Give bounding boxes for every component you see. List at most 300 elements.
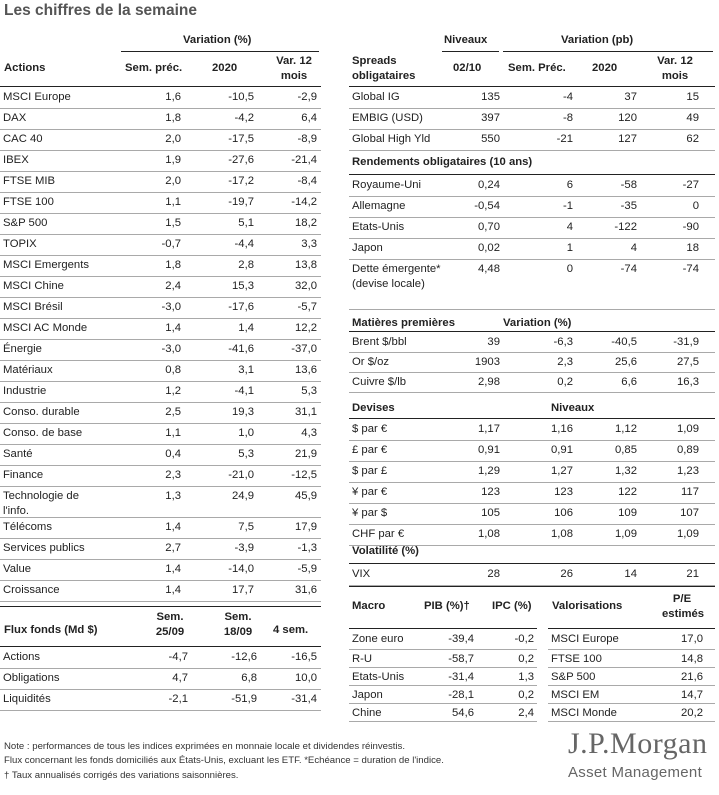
cell-value: 2,8 xyxy=(238,259,254,271)
row-label: Etats-Unis xyxy=(352,221,405,233)
cell-value: 25,6 xyxy=(615,356,637,368)
cell-value: 105 xyxy=(481,507,500,519)
table-row xyxy=(0,172,321,193)
table-row xyxy=(349,686,537,704)
cell-value: 17,9 xyxy=(295,521,317,533)
cell-value: -31,4 xyxy=(291,693,317,705)
cell-value: -27,6 xyxy=(228,154,254,166)
table-row xyxy=(0,648,321,669)
cell-value: -21 xyxy=(556,133,573,145)
cell-value: -17,5 xyxy=(228,133,254,145)
table-row xyxy=(0,109,321,130)
row-label: MSCI EM xyxy=(551,689,600,701)
cell-value: 1,4 xyxy=(165,322,181,334)
table-row xyxy=(0,151,321,172)
cell-value: 27,5 xyxy=(677,356,699,368)
table-row xyxy=(0,669,321,690)
row-label: Global IG xyxy=(352,91,400,103)
row-label: Etats-Unis xyxy=(352,671,405,683)
cell-value: 123 xyxy=(554,486,573,498)
cell-value: 2,0 xyxy=(165,175,181,187)
spreads-col-12m: Var. 12 mois xyxy=(657,55,693,82)
table-row xyxy=(0,487,321,518)
cell-value: -3,0 xyxy=(161,343,181,355)
cell-value: 1,08 xyxy=(551,528,573,540)
cell-value: 1,5 xyxy=(165,217,181,229)
table-row xyxy=(548,686,715,704)
cell-value: 2,98 xyxy=(478,376,500,388)
cell-value: 0 xyxy=(566,263,573,275)
footnote-line: Flux concernant les fonds domiciliés aux États-Unis, excluant les ETF. *Echéance = duration de l'indice. xyxy=(4,755,444,767)
cell-value: -0,54 xyxy=(474,200,500,212)
cell-value: 0,4 xyxy=(165,448,181,460)
table-row xyxy=(0,361,321,382)
table-row xyxy=(349,525,715,546)
actions-col-sem: Sem. préc. xyxy=(125,62,183,74)
row-label: Japon xyxy=(352,689,383,701)
cell-value: -14,0 xyxy=(228,563,254,575)
row-label: Japon xyxy=(352,242,383,254)
cell-value: -12,6 xyxy=(231,651,257,663)
table-row xyxy=(349,504,715,525)
cell-value: 7,5 xyxy=(238,521,254,533)
row-label: Télécoms xyxy=(3,521,52,533)
cell-value: 19,3 xyxy=(232,406,254,418)
table-row xyxy=(548,630,715,650)
cell-value: 1,8 xyxy=(165,112,181,124)
cell-value: 1,3 xyxy=(165,490,181,502)
cell-value: 16,3 xyxy=(677,376,699,388)
cell-value: -21,4 xyxy=(291,154,317,166)
cell-value: 135 xyxy=(481,91,500,103)
cell-value: 26 xyxy=(560,568,573,580)
row-label: Conso. durable xyxy=(3,406,80,418)
actions-variation-header: Variation (%) xyxy=(183,34,252,46)
row-label: VIX xyxy=(352,568,371,580)
cell-value: -16,5 xyxy=(291,651,317,663)
cell-value: 1,4 xyxy=(165,563,181,575)
table-row xyxy=(548,668,715,686)
row-label: MSCI Europe xyxy=(551,633,619,645)
cell-value: 0,2 xyxy=(518,653,534,665)
cell-value: -41,6 xyxy=(228,343,254,355)
row-label: Énergie xyxy=(3,343,42,355)
table-row xyxy=(349,353,715,373)
flux-col-3: 4 sem. xyxy=(273,624,309,636)
cell-value: -4,7 xyxy=(168,651,188,663)
cell-value: -0,2 xyxy=(514,633,534,645)
actions-header-rule xyxy=(0,86,321,87)
actions-section-label: Actions xyxy=(4,62,46,74)
cell-value: -21,0 xyxy=(228,469,254,481)
cell-value: 14,7 xyxy=(681,689,703,701)
table-row xyxy=(349,109,715,130)
cell-value: 3,3 xyxy=(301,238,317,250)
matieres-rule xyxy=(349,331,715,332)
valorisations-header-rule xyxy=(548,628,715,629)
cell-value: -31,4 xyxy=(448,671,474,683)
valorisations-section-label: Valorisations xyxy=(552,600,623,612)
cell-value: 15 xyxy=(686,91,699,103)
table-row xyxy=(0,214,321,235)
cell-value: 1,09 xyxy=(677,528,699,540)
cell-value: 2,0 xyxy=(165,133,181,145)
table-row xyxy=(0,130,321,151)
table-row xyxy=(0,581,321,602)
macro-top-rule xyxy=(349,586,715,587)
cell-value: -74 xyxy=(620,263,637,275)
spreads-col-date: 02/10 xyxy=(453,62,482,74)
spreads-variation-header: Variation (pb) xyxy=(561,34,634,46)
cell-value: 18,2 xyxy=(295,217,317,229)
cell-value: -6,3 xyxy=(553,336,573,348)
matieres-section-label: Matières premières xyxy=(352,317,455,329)
cell-value: 49 xyxy=(686,112,699,124)
row-label: IBEX xyxy=(3,154,29,166)
table-row xyxy=(0,193,321,214)
actions-col-12m: Var. 12 mois xyxy=(276,55,312,82)
table-row xyxy=(0,466,321,487)
cell-value: 1,08 xyxy=(478,528,500,540)
spreads-section-label: Spreads obligataires xyxy=(352,55,416,82)
cell-value: 4 xyxy=(630,242,637,254)
cell-value: 1,17 xyxy=(478,423,500,435)
table-row xyxy=(548,650,715,668)
cell-value: 1,0 xyxy=(238,427,254,439)
cell-value: -14,2 xyxy=(291,196,317,208)
row-label: Or $/oz xyxy=(352,356,390,368)
row-label: CAC 40 xyxy=(3,133,43,145)
table-row xyxy=(0,298,321,319)
cell-value: 54,6 xyxy=(452,707,474,719)
page-title: Les chiffres de la semaine xyxy=(4,2,197,19)
table-row xyxy=(349,704,537,722)
cell-value: 15,3 xyxy=(232,280,254,292)
cell-value: 1,27 xyxy=(551,465,573,477)
row-label: Technologie de l'info. xyxy=(3,490,79,517)
cell-value: 4,7 xyxy=(172,672,188,684)
cell-value: -58 xyxy=(620,179,637,191)
flux-header-rule xyxy=(0,646,321,647)
row-label: Dette émergente* (devise locale) xyxy=(352,263,441,290)
table-row xyxy=(349,483,715,504)
row-label: Santé xyxy=(3,448,33,460)
cell-value: 1,4 xyxy=(165,584,181,596)
row-label: Conso. de base xyxy=(3,427,83,439)
cell-value: 28 xyxy=(487,568,500,580)
cell-value: -5,7 xyxy=(297,301,317,313)
cell-value: -35 xyxy=(620,200,637,212)
table-row xyxy=(349,565,715,586)
cell-value: 1,1 xyxy=(165,427,181,439)
cell-value: 106 xyxy=(554,507,573,519)
flux-top-rule xyxy=(0,606,321,607)
cell-value: 120 xyxy=(618,112,637,124)
cell-value: 13,6 xyxy=(295,364,317,376)
footnote-line: Note : performances de tous les indices exprimées en monnaie locale et dividendes réinvestis. xyxy=(4,741,406,752)
cell-value: 122 xyxy=(618,486,637,498)
table-row xyxy=(548,704,715,722)
cell-value: 1,2 xyxy=(165,385,181,397)
cell-value: 2,7 xyxy=(165,542,181,554)
cell-value: 6,4 xyxy=(301,112,317,124)
row-label: £ par € xyxy=(352,444,388,456)
table-row xyxy=(0,235,321,256)
variation-pb-underline xyxy=(503,51,713,52)
flux-col-1: Sem. 25/09 xyxy=(155,611,185,638)
cell-value: 2,3 xyxy=(557,356,573,368)
macro-header-rule xyxy=(349,628,537,629)
cell-value: 2,5 xyxy=(165,406,181,418)
cell-value: -90 xyxy=(682,221,699,233)
table-row xyxy=(349,441,715,462)
niveaux-underline xyxy=(442,51,499,52)
table-row xyxy=(349,630,537,650)
cell-value: 0,85 xyxy=(615,444,637,456)
cell-value: 109 xyxy=(618,507,637,519)
cell-value: -31,9 xyxy=(673,336,699,348)
row-label: Global High Yld xyxy=(352,133,431,145)
row-label: Matériaux xyxy=(3,364,53,376)
row-label: Obligations xyxy=(3,672,60,684)
spreads-niveaux-header: Niveaux xyxy=(444,34,488,46)
cell-value: 21,9 xyxy=(295,448,317,460)
cell-value: -4,1 xyxy=(234,385,254,397)
cell-value: 1,4 xyxy=(165,521,181,533)
cell-value: -8,4 xyxy=(297,175,317,187)
cell-value: -40,5 xyxy=(611,336,637,348)
row-label: $ par € xyxy=(352,423,388,435)
cell-value: -5,9 xyxy=(297,563,317,575)
cell-value: 1903 xyxy=(474,356,500,368)
footnote-line: † Taux annualisés corrigés des variations saisonnières. xyxy=(4,769,239,781)
table-row xyxy=(349,239,715,260)
cell-value: 18 xyxy=(686,242,699,254)
table-row xyxy=(0,319,321,340)
cell-value: -10,5 xyxy=(228,91,254,103)
row-label: Services publics xyxy=(3,542,85,554)
row-label: ¥ par $ xyxy=(352,507,388,519)
cell-value: 1,1 xyxy=(165,196,181,208)
table-row xyxy=(349,462,715,483)
cell-value: -8 xyxy=(562,112,573,124)
table-row xyxy=(349,88,715,109)
cell-value: 397 xyxy=(481,112,500,124)
row-label: MSCI Brésil xyxy=(3,301,63,313)
cell-value: 1,12 xyxy=(615,423,637,435)
cell-value: -2,9 xyxy=(297,91,317,103)
cell-value: -122 xyxy=(614,221,637,233)
devises-section-label: Devises xyxy=(352,402,395,414)
cell-value: 32,0 xyxy=(295,280,317,292)
cell-value: -17,2 xyxy=(228,175,254,187)
cell-value: 13,8 xyxy=(295,259,317,271)
table-row xyxy=(349,130,715,151)
devises-rule xyxy=(349,418,715,419)
row-label: Royaume-Uni xyxy=(352,179,422,191)
row-label: Allemagne xyxy=(352,200,406,212)
cell-value: 1,16 xyxy=(551,423,573,435)
row-label: EMBIG (USD) xyxy=(352,112,423,124)
row-label: MSCI Chine xyxy=(3,280,64,292)
cell-value: 3,1 xyxy=(238,364,254,376)
table-row xyxy=(0,403,321,424)
cell-value: 4,3 xyxy=(301,427,317,439)
volatilite-rule xyxy=(349,563,715,564)
cell-value: 0,91 xyxy=(478,444,500,456)
cell-value: 31,1 xyxy=(295,406,317,418)
rendements-section-label: Rendements obligataires (10 ans) xyxy=(352,156,533,168)
cell-value: 4,48 xyxy=(478,263,500,275)
row-label: MSCI Europe xyxy=(3,91,71,103)
cell-value: 1,3 xyxy=(518,671,534,683)
cell-value: 2,4 xyxy=(165,280,181,292)
row-label: FTSE 100 xyxy=(551,653,602,665)
devises-niveaux-header: Niveaux xyxy=(551,402,595,414)
variation-underline xyxy=(121,51,319,52)
cell-value: 0,02 xyxy=(478,242,500,254)
cell-value: 5,3 xyxy=(301,385,317,397)
table-row xyxy=(349,668,537,686)
cell-value: 2,3 xyxy=(165,469,181,481)
cell-value: 4 xyxy=(566,221,573,233)
macro-col-pib: PIB (%)† xyxy=(424,600,470,612)
cell-value: -1,3 xyxy=(297,542,317,554)
row-label: MSCI Emergents xyxy=(3,259,90,271)
cell-value: 17,0 xyxy=(681,633,703,645)
cell-value: 12,2 xyxy=(295,322,317,334)
table-row xyxy=(349,218,715,239)
row-label: Brent $/bbl xyxy=(352,336,407,348)
cell-value: 45,9 xyxy=(295,490,317,502)
cell-value: -3,9 xyxy=(234,542,254,554)
table-row xyxy=(0,560,321,581)
cell-value: 1,09 xyxy=(615,528,637,540)
table-row xyxy=(0,88,321,109)
cell-value: -0,7 xyxy=(161,238,181,250)
cell-value: 1 xyxy=(566,242,573,254)
table-row xyxy=(0,424,321,445)
cell-value: 1,4 xyxy=(238,322,254,334)
footnotes xyxy=(4,740,444,783)
rendements-rule xyxy=(349,174,715,175)
cell-value: 0 xyxy=(692,200,699,212)
row-label: CHF par € xyxy=(352,528,405,540)
row-label: Industrie xyxy=(3,385,47,397)
cell-value: -19,7 xyxy=(228,196,254,208)
table-row xyxy=(349,333,715,353)
macro-section-label: Macro xyxy=(352,600,386,612)
cell-value: 0,89 xyxy=(677,444,699,456)
cell-value: -3,0 xyxy=(161,301,181,313)
cell-value: 2,4 xyxy=(518,707,534,719)
row-label: S&P 500 xyxy=(3,217,48,229)
row-label: Value xyxy=(3,563,32,575)
cell-value: 5,3 xyxy=(238,448,254,460)
cell-value: 31,6 xyxy=(295,584,317,596)
cell-value: -4 xyxy=(562,91,573,103)
row-label: Croissance xyxy=(3,584,60,596)
row-label: R-U xyxy=(352,653,373,665)
row-label: MSCI AC Monde xyxy=(3,322,88,334)
flux-section-label: Flux fonds (Md $) xyxy=(4,624,98,636)
table-row xyxy=(349,260,715,310)
cell-value: -74 xyxy=(682,263,699,275)
table-row xyxy=(0,539,321,560)
row-label: DAX xyxy=(3,112,27,124)
cell-value: 0,2 xyxy=(557,376,573,388)
table-row xyxy=(349,420,715,441)
cell-value: 0,24 xyxy=(478,179,500,191)
cell-value: 550 xyxy=(481,133,500,145)
cell-value: 21 xyxy=(686,568,699,580)
cell-value: 0,2 xyxy=(518,689,534,701)
cell-value: -1 xyxy=(562,200,573,212)
row-label: FTSE MIB xyxy=(3,175,56,187)
cell-value: 5,1 xyxy=(238,217,254,229)
cell-value: 1,29 xyxy=(478,465,500,477)
cell-value: 20,2 xyxy=(681,707,703,719)
cell-value: 117 xyxy=(680,486,699,498)
cell-value: 1,9 xyxy=(165,154,181,166)
table-row xyxy=(0,277,321,298)
cell-value: 14,8 xyxy=(681,653,703,665)
volatilite-section-label: Volatilité (%) xyxy=(352,545,419,557)
cell-value: -4,4 xyxy=(234,238,254,250)
cell-value: -28,1 xyxy=(448,689,474,701)
table-row xyxy=(0,256,321,277)
table-row xyxy=(0,445,321,466)
row-label: Finance xyxy=(3,469,44,481)
table-row xyxy=(0,340,321,361)
actions-col-2020: 2020 xyxy=(212,62,238,74)
cell-value: 1,23 xyxy=(677,465,699,477)
row-label: ¥ par € xyxy=(352,486,388,498)
table-row xyxy=(0,690,321,711)
cell-value: 17,7 xyxy=(232,584,254,596)
row-label: Cuivre $/lb xyxy=(352,376,406,388)
spreads-col-2020: 2020 xyxy=(592,62,618,74)
cell-value: 0,70 xyxy=(478,221,500,233)
cell-value: 24,9 xyxy=(232,490,254,502)
row-label: Chine xyxy=(352,707,382,719)
table-row xyxy=(0,518,321,539)
table-row xyxy=(0,382,321,403)
asset-management-label: Asset Management xyxy=(568,764,703,781)
cell-value: -2,1 xyxy=(168,693,188,705)
cell-value: -17,6 xyxy=(228,301,254,313)
cell-value: 6,6 xyxy=(621,376,637,388)
cell-value: -12,5 xyxy=(291,469,317,481)
cell-value: 39 xyxy=(487,336,500,348)
cell-value: 1,09 xyxy=(677,423,699,435)
row-label: S&P 500 xyxy=(551,671,596,683)
row-label: MSCI Monde xyxy=(551,707,617,719)
cell-value: -37,0 xyxy=(291,343,317,355)
table-row xyxy=(349,176,715,197)
table-row xyxy=(349,650,537,668)
cell-value: 127 xyxy=(618,133,637,145)
cell-value: -51,9 xyxy=(231,693,257,705)
cell-value: 1,6 xyxy=(165,91,181,103)
cell-value: 0,91 xyxy=(551,444,573,456)
cell-value: 6,8 xyxy=(241,672,257,684)
row-label: $ par £ xyxy=(352,465,388,477)
cell-value: 37 xyxy=(624,91,637,103)
cell-value: 0,8 xyxy=(165,364,181,376)
macro-col-ipc: IPC (%) xyxy=(492,600,532,612)
cell-value: 6 xyxy=(566,179,573,191)
